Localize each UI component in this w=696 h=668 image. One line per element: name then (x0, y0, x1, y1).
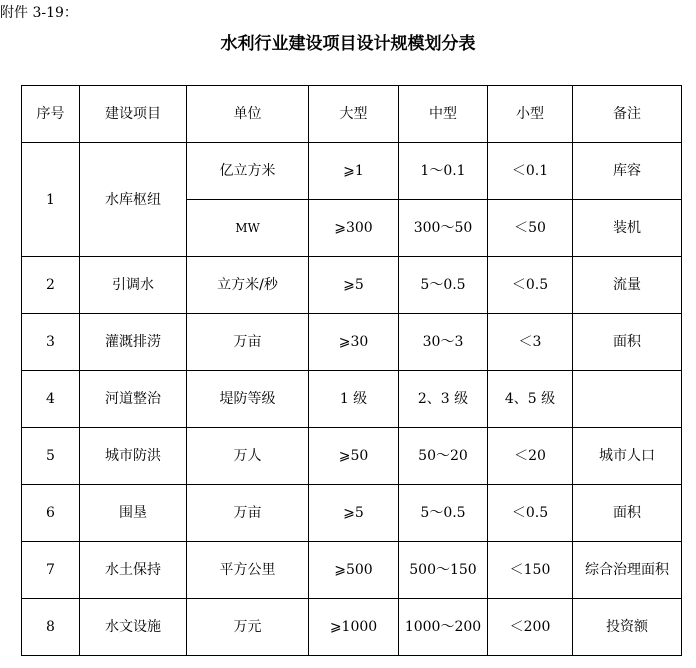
cell-medium: 300～50 (399, 200, 488, 257)
cell-small: ＜3 (488, 314, 573, 371)
header-cell-unit: 单位 (187, 86, 309, 143)
cell-project: 城市防洪 (80, 428, 187, 485)
cell-medium: 5～0.5 (399, 485, 488, 542)
cell-unit: 堤防等级 (187, 371, 309, 428)
cell-note: 面积 (573, 314, 682, 371)
cell-small: 4、5 级 (488, 371, 573, 428)
cell-medium: 2、3 级 (399, 371, 488, 428)
cell-medium: 500～150 (399, 542, 488, 599)
cell-note: 流量 (573, 257, 682, 314)
cell-large: ⩾1000 (309, 599, 399, 656)
cell-small: ＜0.1 (488, 143, 573, 200)
cell-project: 水土保持 (80, 542, 187, 599)
cell-note: 面积 (573, 485, 682, 542)
cell-seq: 8 (22, 599, 80, 656)
cell-small: ＜0.5 (488, 257, 573, 314)
cell-project: 引调水 (80, 257, 187, 314)
cell-large: ⩾500 (309, 542, 399, 599)
cell-small: ＜0.5 (488, 485, 573, 542)
cell-small: ＜20 (488, 428, 573, 485)
cell-medium: 1～0.1 (399, 143, 488, 200)
cell-project: 水库枢纽 (80, 143, 187, 257)
header-cell-project: 建设项目 (80, 86, 187, 143)
cell-unit: 万亩 (187, 314, 309, 371)
cell-large: ⩾300 (309, 200, 399, 257)
cell-large: 1 级 (309, 371, 399, 428)
cell-unit: 亿立方米 (187, 143, 309, 200)
table-row (22, 314, 682, 371)
design-scale-table (21, 85, 682, 656)
document-title: 水利行业建设项目设计规模划分表 (220, 34, 476, 54)
cell-unit: MW (187, 200, 309, 257)
table-row (22, 428, 682, 485)
cell-seq: 7 (22, 542, 80, 599)
cell-seq: 6 (22, 485, 80, 542)
cell-large: ⩾50 (309, 428, 399, 485)
cell-large: ⩾5 (309, 485, 399, 542)
cell-project: 围垦 (80, 485, 187, 542)
cell-seq: 4 (22, 371, 80, 428)
cell-project: 河道整治 (80, 371, 187, 428)
cell-project: 灌溉排涝 (80, 314, 187, 371)
cell-note: 装机 (573, 200, 682, 257)
cell-unit: 万人 (187, 428, 309, 485)
cell-large: ⩾30 (309, 314, 399, 371)
cell-unit: 立方米/秒 (187, 257, 309, 314)
table-row (22, 542, 682, 599)
table-row (22, 371, 682, 428)
table-row (22, 257, 682, 314)
cell-note: 综合治理面积 (573, 542, 682, 599)
cell-note: 城市人口 (573, 428, 682, 485)
table-row (22, 143, 682, 200)
header-cell-medium: 中型 (399, 86, 488, 143)
cell-note (573, 371, 682, 428)
cell-medium: 30～3 (399, 314, 488, 371)
cell-seq: 3 (22, 314, 80, 371)
attachment-label: 附件 3-19： (0, 5, 78, 21)
cell-seq: 2 (22, 257, 80, 314)
cell-unit: 万元 (187, 599, 309, 656)
header-cell-large: 大型 (309, 86, 399, 143)
header-cell-seq: 序号 (22, 86, 80, 143)
table-header-row (22, 86, 682, 143)
header-cell-note: 备注 (573, 86, 682, 143)
cell-seq: 5 (22, 428, 80, 485)
cell-small: ＜200 (488, 599, 573, 656)
cell-medium: 5～0.5 (399, 257, 488, 314)
cell-small: ＜50 (488, 200, 573, 257)
cell-medium: 50～20 (399, 428, 488, 485)
cell-seq: 1 (22, 143, 80, 257)
cell-large: ⩾1 (309, 143, 399, 200)
cell-project: 水文设施 (80, 599, 187, 656)
cell-large: ⩾5 (309, 257, 399, 314)
cell-note: 库容 (573, 143, 682, 200)
cell-note: 投资额 (573, 599, 682, 656)
cell-medium: 1000～200 (399, 599, 488, 656)
cell-small: ＜150 (488, 542, 573, 599)
table-row (22, 599, 682, 656)
cell-unit: 平方公里 (187, 542, 309, 599)
table-row (22, 485, 682, 542)
header-cell-small: 小型 (488, 86, 573, 143)
cell-unit: 万亩 (187, 485, 309, 542)
